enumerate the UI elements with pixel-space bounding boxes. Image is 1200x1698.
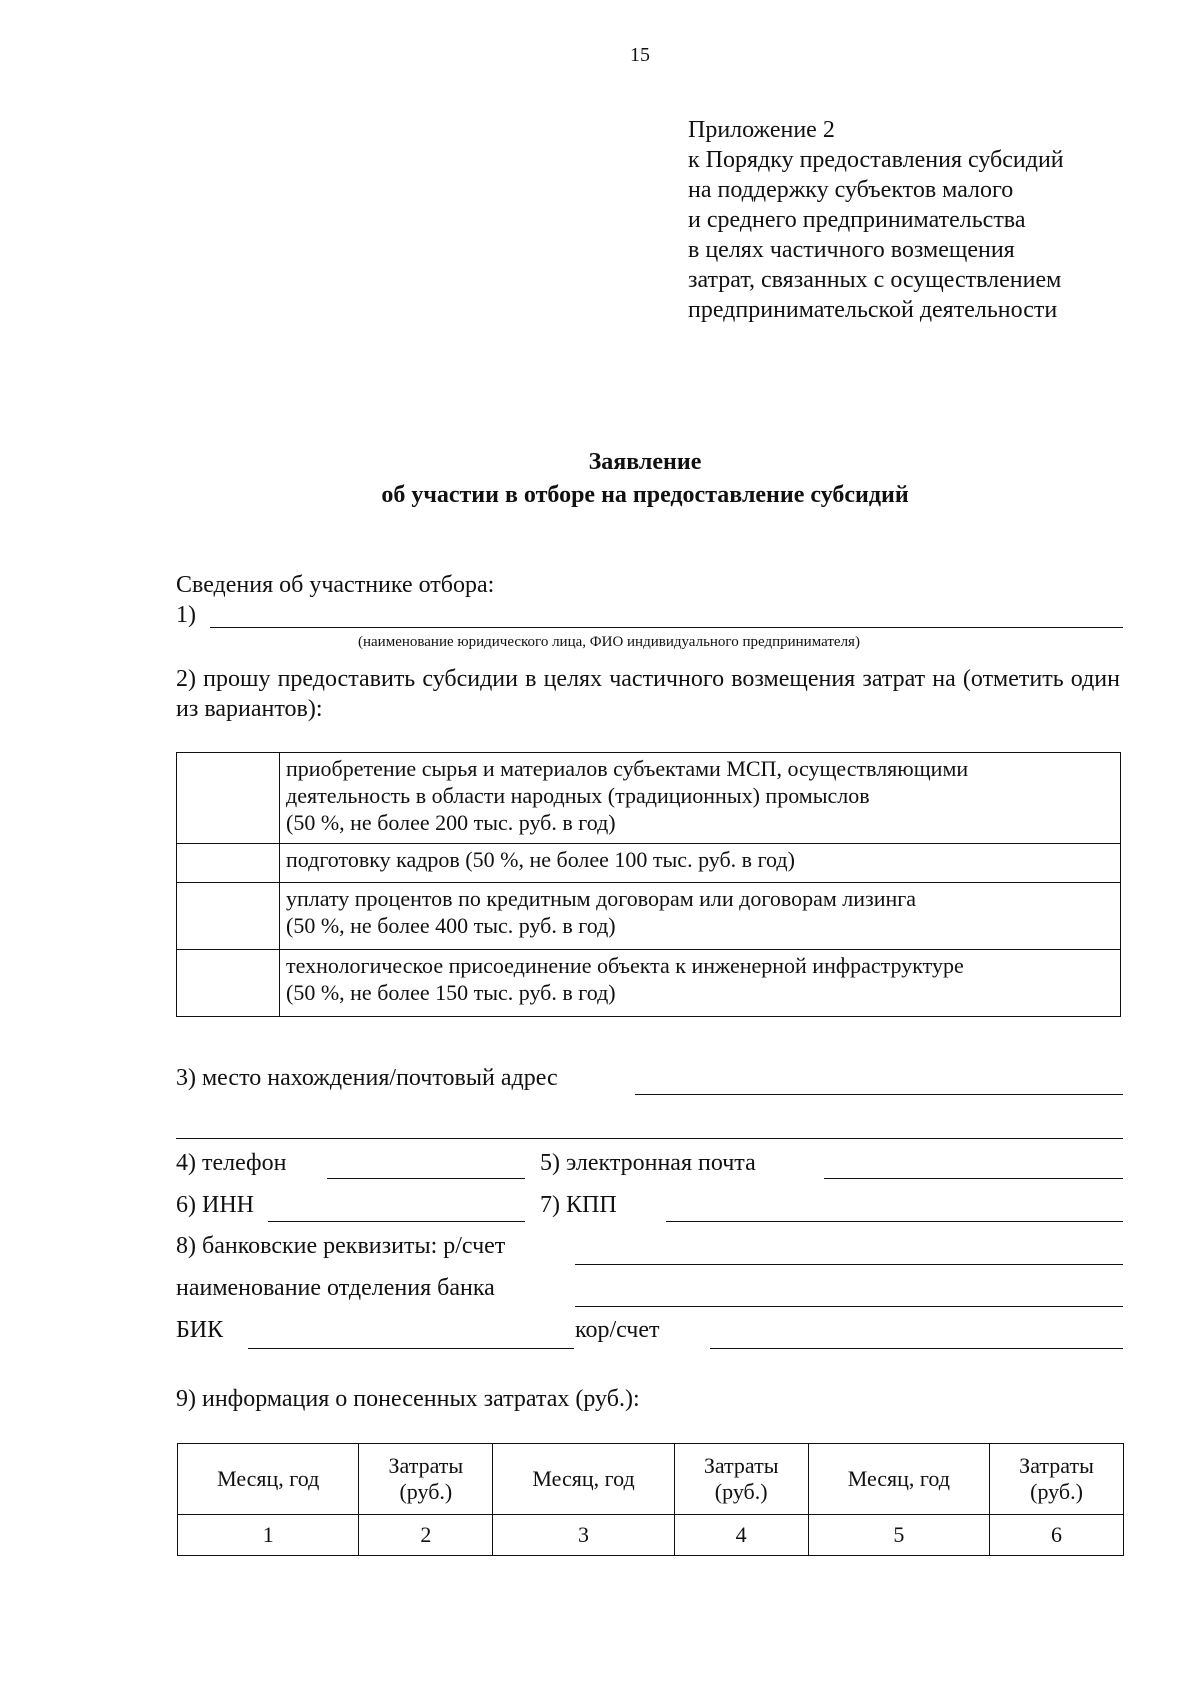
email-label: 5) электронная почта xyxy=(540,1150,756,1176)
header-line: Затраты xyxy=(703,1453,779,1478)
costs-header-cell xyxy=(808,1444,989,1515)
option-line: приобретение сырья и материалов субъектами МСП, осуществляющими xyxy=(286,756,969,781)
costs-header-row xyxy=(178,1444,1124,1515)
bik-label: БИК xyxy=(176,1317,224,1343)
option-checkbox-cell[interactable] xyxy=(177,753,280,844)
address-label: 3) место нахождения/почтовый адрес xyxy=(176,1065,558,1091)
page-number: 15 xyxy=(630,44,650,66)
inn-field[interactable] xyxy=(268,1221,525,1222)
option-row xyxy=(177,883,1121,950)
bik-field[interactable] xyxy=(248,1348,574,1349)
costs-header-cell xyxy=(493,1444,674,1515)
header-line: Месяц, год xyxy=(532,1466,635,1491)
header-line: Месяц, год xyxy=(847,1466,950,1491)
email-field[interactable] xyxy=(824,1178,1123,1179)
subsidy-options-table xyxy=(176,752,1121,1017)
option-line: (50 %, не более 200 тыс. руб. в год) xyxy=(286,810,616,835)
option-line: (50 %, не более 400 тыс. руб. в год) xyxy=(286,913,616,938)
phone-label: 4) телефон xyxy=(176,1150,287,1176)
option-line: уплату процентов по кредитным договорам или договорам лизинга xyxy=(286,886,917,911)
column-number: 2 xyxy=(359,1515,493,1556)
costs-header-cell xyxy=(990,1444,1124,1515)
header-line: (руб.) xyxy=(1030,1479,1083,1504)
address-field[interactable] xyxy=(635,1094,1123,1095)
header-line: (руб.) xyxy=(714,1479,768,1504)
inn-label: 6) ИНН xyxy=(176,1192,254,1218)
costs-heading: 9) информация о понесенных затратах (руб.): xyxy=(176,1386,640,1412)
bank-branch-field[interactable] xyxy=(575,1306,1123,1307)
column-number: 3 xyxy=(493,1515,674,1556)
header-line: Затраты xyxy=(1019,1453,1094,1478)
appendix-line: в целях частичного возмещения xyxy=(688,237,1015,263)
option-line: технологическое присоединение объекта к инженерной инфраструктуре xyxy=(286,953,964,978)
corr-account-field[interactable] xyxy=(710,1348,1123,1349)
column-number: 1 xyxy=(178,1515,359,1556)
appendix-line: к Порядку предоставления субсидий xyxy=(688,147,1064,173)
item-2-text: 2) прошу предоставить субсидии в целях частичного возмещения затрат на (отметить один из вариантов): xyxy=(176,666,1120,722)
option-row xyxy=(177,844,1121,883)
option-text xyxy=(280,950,1121,1017)
title-line-1: Заявление xyxy=(588,449,702,475)
title-line-2: об участии в отборе на предоставление субсидий xyxy=(381,482,909,508)
document-title xyxy=(0,446,1200,512)
appendix-header xyxy=(688,115,1064,325)
header-line: Затраты xyxy=(388,1453,464,1478)
bank-branch-label: наименование отделения банка xyxy=(176,1275,495,1301)
phone-field[interactable] xyxy=(327,1178,525,1179)
address-field-line-2[interactable] xyxy=(176,1138,1123,1139)
participant-name-field[interactable] xyxy=(210,627,1123,628)
appendix-line: предпринимательской деятельности xyxy=(688,297,1058,323)
bank-account-field[interactable] xyxy=(575,1264,1123,1265)
kpp-field[interactable] xyxy=(666,1221,1123,1222)
column-number: 6 xyxy=(990,1515,1124,1556)
option-line: деятельность в области народных (традиционных) промыслов xyxy=(286,783,870,808)
option-row xyxy=(177,753,1121,844)
option-text xyxy=(280,883,1121,950)
costs-table xyxy=(177,1443,1124,1556)
costs-number-row xyxy=(178,1515,1124,1556)
appendix-line: затрат, связанных с осуществлением xyxy=(688,267,1062,293)
option-text xyxy=(280,844,1121,883)
appendix-line: Приложение 2 xyxy=(688,117,835,143)
option-text xyxy=(280,753,1121,844)
option-checkbox-cell[interactable] xyxy=(177,883,280,950)
costs-header-cell xyxy=(359,1444,493,1515)
bank-account-label: 8) банковские реквизиты: р/счет xyxy=(176,1233,506,1259)
option-checkbox-cell[interactable] xyxy=(177,950,280,1017)
option-checkbox-cell[interactable] xyxy=(177,844,280,883)
appendix-line: на поддержку субъектов малого xyxy=(688,177,1014,203)
item-1-label: 1) xyxy=(176,602,196,628)
costs-header-cell xyxy=(674,1444,808,1515)
option-line: подготовку кадров (50 %, не более 100 тыс. руб. в год) xyxy=(286,847,795,872)
participant-name-hint: (наименование юридического лица, ФИО индивидуального предпринимателя) xyxy=(358,634,860,650)
option-line: (50 %, не более 150 тыс. руб. в год) xyxy=(286,980,616,1005)
participant-heading: Сведения об участнике отбора: xyxy=(176,572,495,598)
header-line: Месяц, год xyxy=(217,1466,320,1491)
column-number: 4 xyxy=(674,1515,808,1556)
option-row xyxy=(177,950,1121,1017)
corr-account-label: кор/счет xyxy=(575,1317,660,1343)
column-number: 5 xyxy=(808,1515,989,1556)
kpp-label: 7) КПП xyxy=(540,1192,617,1218)
costs-header-cell xyxy=(178,1444,359,1515)
header-line: (руб.) xyxy=(399,1479,453,1504)
appendix-line: и среднего предпринимательства xyxy=(688,207,1026,233)
